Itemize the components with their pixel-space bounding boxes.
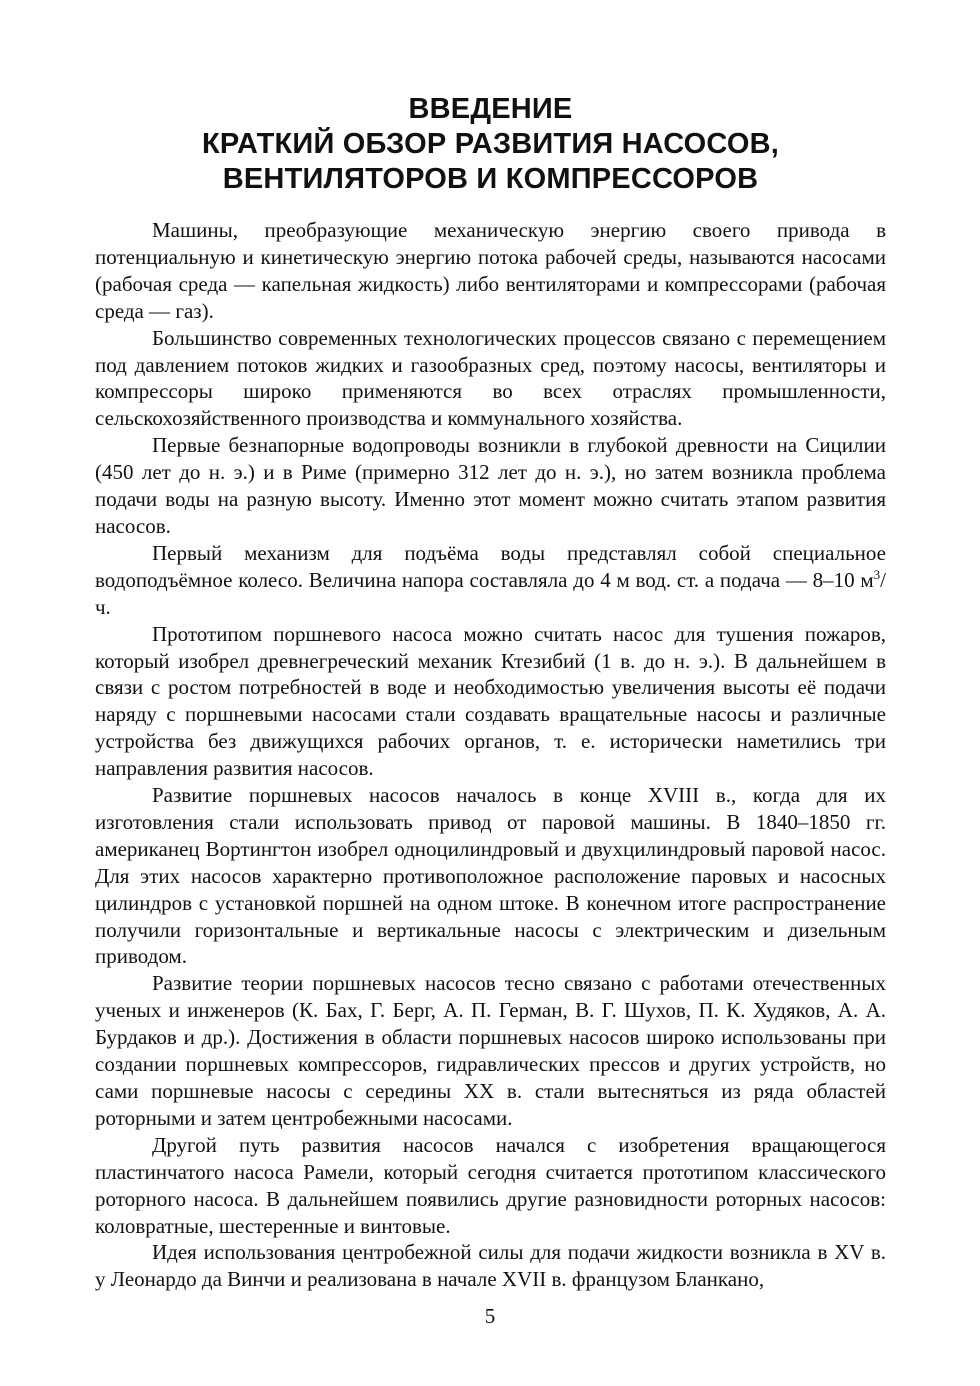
paragraph-8: Другой путь развития насосов начался с изобретения вращающегося пластинчатого насоса Рамели, который сегодня считается прототипом классического роторного насоса. В дальнейшем появились другие разновидности роторных насосов: коловратные, шестеренные и винтовые. [95,1132,886,1238]
paragraph-1: Машины, преобразующие механическую энергию своего привода в потенциальную и кинетическую энергию потока рабочей среды, называются насосами (рабочая среда — капельная жидкость) либо вентиляторами и компрессорами (рабочая среда — газ). [95,218,886,323]
chapter-title-line-2: КРАТКИЙ ОБЗОР РАЗВИТИЯ НАСОСОВ, [202,128,779,160]
document-page [95,92,886,1293]
paragraph-7: Развитие теории поршневых насосов тесно связано с работами отечественных ученых и инженеров (К. Бах, Г. Берг, А. П. Герман, В. Г. Шухов, П. К. Худяков, А. А. Бурдаков и др.). Достижения в области поршневых насосов широко использованы при создании поршневых компрессоров, гидравлических прессов и других устройств, но сами поршневые насосы с середины XX в. стали вытесняться из ряда областей роторными и затем центробежными насосами. [95,971,886,1130]
superscript-exponent: 3 [873,566,881,582]
chapter-title-line-1: ВВЕДЕНИЕ [408,93,573,125]
paragraph-2: Большинство современных технологических процессов связано с перемещением под давлением потоков жидких и газообразных сред, поэтому насосы, вентиляторы и компрессоры широко применяются во всех отраслях промышленности, сельскохозяйственного производства и коммунального хозяйства. [95,325,886,431]
page-number: 5 [484,1304,496,1328]
chapter-title-line-3: ВЕНТИЛЯТОРОВ И КОМПРЕССОРОВ [222,163,759,195]
chapter-title [95,92,886,197]
paragraph-5: Прототипом поршневого насоса можно считать насос для тушения пожаров, который изобрел древнегреческий механик Ктезибий (1 в. до н. э.). В дальнейшем в связи с ростом потребностей в воде и необходимостью увеличения высоты её подачи наряду с поршневыми насосами стали создавать вращательные насосы и различные устройства без движущихся рабочих органов, т. е. исторически наметились три направления развития насосов. [95,621,886,781]
paragraph-3: Первые безнапорные водопроводы возникли в глубокой древности на Сицилии (450 лет до н. э.) и в Риме (примерно 312 лет до н. э.), но затем возникла проблема подачи воды на разную высоту. Именно этот момент можно считать этапом развития насосов. [95,433,886,538]
paragraph-4 [95,540,886,621]
body-text [95,217,886,1293]
paragraph-9: Идея использования центробежной силы для подачи жидкости возникла в XV в. у Леонардо да Винчи и реализована в начале XVII в. французом Бланкано, [95,1240,886,1292]
paragraph-4-unit: /ч. [95,567,886,619]
paragraph-4-text: Первый механизм для подъёма воды представлял собой специальное водоподъёмное колесо. Величина напора составляла до 4 м вод. ст. а подача — 8–10 м [95,540,886,592]
paragraph-6: Развитие поршневых насосов началось в конце XVIII в., когда для их изготовления стали использовать привод от паровой машины. В 1840–1850 гг. американец Вортингтон изобрел одноцилиндровый и двухцилиндровый паровой насос. Для этих насосов характерно противоположное расположение паровых и насосных цилиндров с установкой поршней на одном штоке. В конечном итоге распространение получили горизонтальные и вертикальные насосы с электрическим и дизельным приводом. [95,783,886,969]
